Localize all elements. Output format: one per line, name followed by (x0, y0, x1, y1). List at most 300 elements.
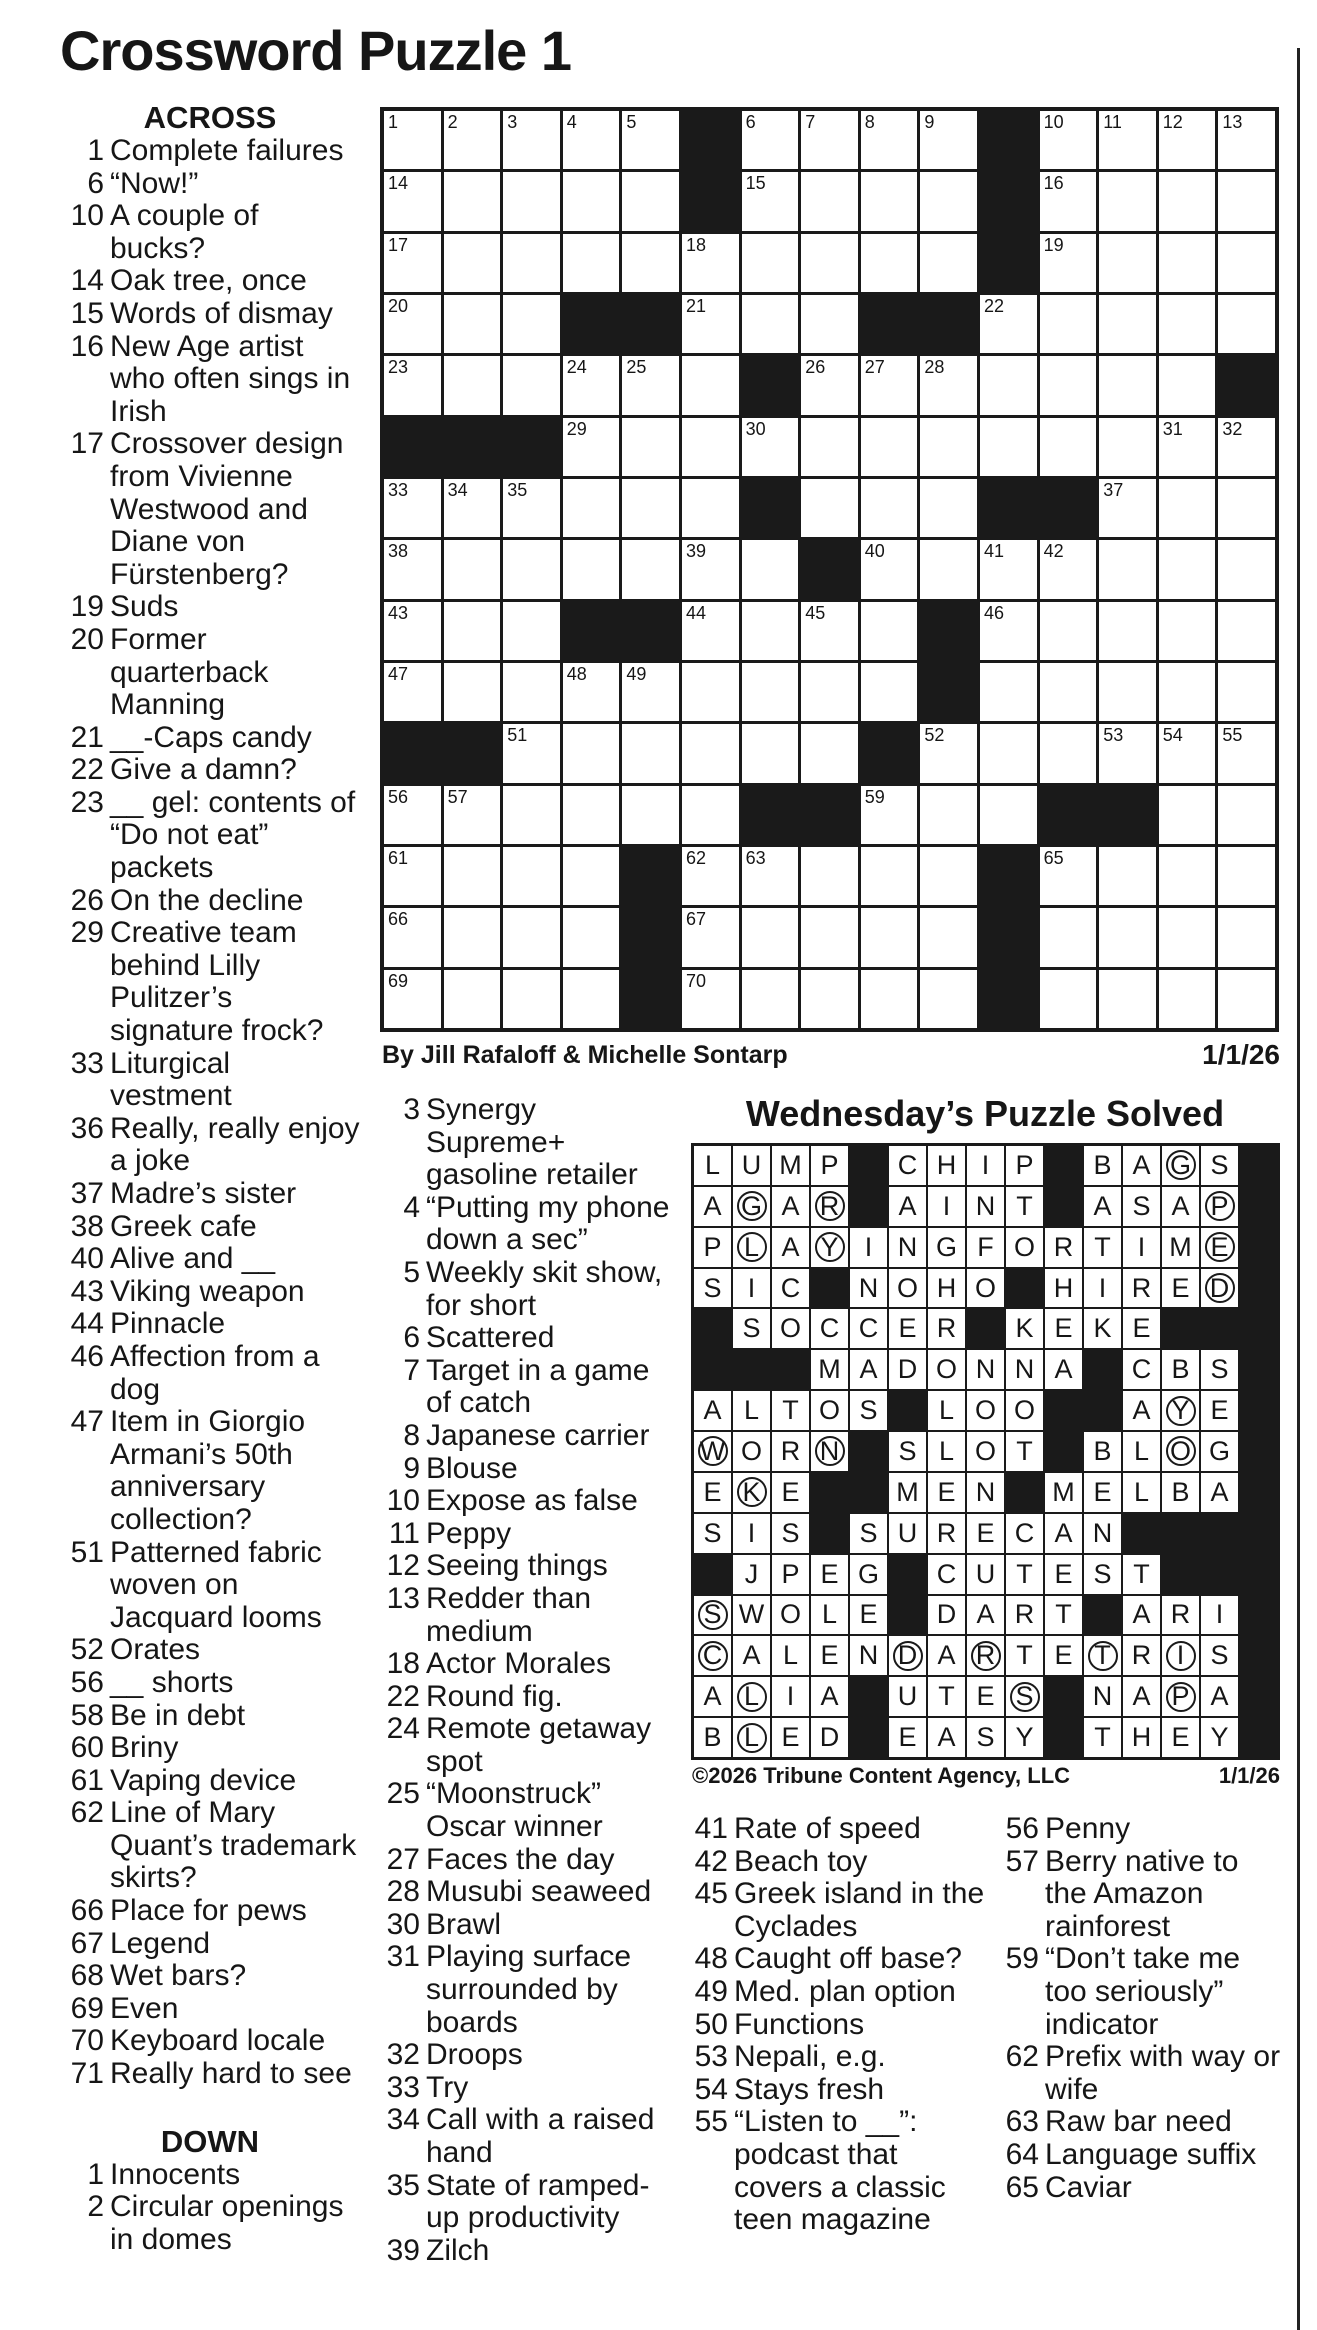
grid-cell[interactable] (920, 970, 977, 1028)
grid-cell[interactable] (1099, 908, 1156, 966)
grid-cell[interactable] (682, 540, 739, 598)
solution-black-square (1240, 1718, 1277, 1757)
grid-cell[interactable] (622, 663, 679, 721)
solution-black-square (889, 1391, 926, 1430)
grid-cell[interactable] (503, 663, 560, 721)
solution-letter: E (781, 1476, 800, 1507)
solution-black-square (850, 1432, 887, 1471)
grid-cell[interactable] (1159, 663, 1216, 721)
grid-cell[interactable] (1040, 356, 1097, 414)
solution-letter: R (936, 1517, 957, 1548)
black-square (682, 172, 739, 230)
cell-number: 5 (626, 112, 637, 132)
grid-cell[interactable] (682, 970, 739, 1028)
grid-cell[interactable] (980, 663, 1037, 721)
grid-cell[interactable] (1159, 970, 1216, 1028)
grid-cell[interactable] (801, 663, 858, 721)
grid-cell[interactable] (563, 111, 620, 169)
black-square (622, 970, 679, 1028)
solution-cell (889, 1269, 926, 1308)
grid-cell[interactable] (503, 540, 560, 598)
grid-cell[interactable] (563, 479, 620, 537)
grid-cell[interactable] (861, 663, 918, 721)
grid-cell[interactable] (1159, 234, 1216, 292)
grid-cell[interactable] (503, 602, 560, 660)
solution-cell (1084, 1432, 1121, 1471)
solution-black-square (1240, 1391, 1277, 1430)
grid-cell[interactable] (742, 908, 799, 966)
grid-cell[interactable] (1040, 295, 1097, 353)
grid-cell[interactable] (444, 111, 501, 169)
grid-cell[interactable] (682, 908, 739, 966)
grid-cell[interactable] (384, 111, 441, 169)
grid-cell[interactable] (503, 724, 560, 782)
grid-cell[interactable] (1099, 602, 1156, 660)
grid-cell[interactable] (682, 356, 739, 414)
grid-cell[interactable] (861, 970, 918, 1028)
grid-cell[interactable] (1040, 418, 1097, 476)
clue-text: Med. plan option (734, 1974, 956, 2008)
down-clue-30 (376, 1909, 676, 1942)
clue-text: Round fig. (426, 1679, 563, 1713)
grid-cell[interactable] (682, 602, 739, 660)
grid-cell[interactable] (682, 295, 739, 353)
grid-cell[interactable] (1099, 295, 1156, 353)
grid-cell[interactable] (1159, 356, 1216, 414)
solution-cell (1123, 1432, 1160, 1471)
grid-cell[interactable] (861, 356, 918, 414)
solution-cell (1201, 1596, 1238, 1635)
grid-cell[interactable] (444, 234, 501, 292)
clue-text: Nepali, e.g. (734, 2040, 886, 2074)
cell-number: 25 (626, 357, 647, 378)
grid-cell[interactable] (682, 786, 739, 844)
grid-cell[interactable] (801, 970, 858, 1028)
grid-cell[interactable] (444, 970, 501, 1028)
grid-cell[interactable] (1099, 724, 1156, 782)
solution-letter: C (1014, 1517, 1035, 1548)
grid-cell[interactable] (742, 111, 799, 169)
grid-cell[interactable] (1040, 724, 1097, 782)
grid-cell[interactable] (682, 479, 739, 537)
grid-cell[interactable] (920, 908, 977, 966)
solution-letter: O (779, 1313, 801, 1344)
solution-letter: A (820, 1681, 839, 1712)
clue-number: 14 (70, 264, 104, 298)
grid-cell[interactable] (1099, 356, 1156, 414)
clue-text: Madre’s sister (110, 1177, 297, 1210)
across-clue-60 (60, 1732, 360, 1765)
solution-cell (811, 1350, 848, 1389)
grid-cell[interactable] (622, 234, 679, 292)
solution-letter: E (1093, 1476, 1112, 1507)
grid-cell[interactable] (384, 663, 441, 721)
solution-black-square (1201, 1309, 1238, 1348)
grid-cell[interactable] (861, 602, 918, 660)
solution-cell (694, 1636, 731, 1675)
grid-cell[interactable] (801, 295, 858, 353)
grid-cell[interactable] (861, 847, 918, 905)
grid-cell[interactable] (1218, 540, 1275, 598)
grid-cell[interactable] (622, 540, 679, 598)
solution-cell (1045, 1269, 1082, 1308)
grid-cell[interactable] (384, 602, 441, 660)
grid-cell[interactable] (1218, 418, 1275, 476)
down-clue-49 (684, 1976, 994, 2009)
across-clue-62 (60, 1797, 360, 1895)
grid-cell[interactable] (920, 111, 977, 169)
grid-cell[interactable] (920, 356, 977, 414)
grid-cell[interactable] (622, 724, 679, 782)
grid-cell[interactable] (980, 786, 1037, 844)
grid-cell[interactable] (503, 786, 560, 844)
grid-cell[interactable] (563, 724, 620, 782)
clue-number: 4 (403, 1190, 420, 1224)
grid-cell[interactable] (1218, 295, 1275, 353)
grid-cell[interactable] (503, 847, 560, 905)
clue-number: 56 (1005, 1812, 1039, 1845)
cell-number: 41 (983, 541, 1005, 562)
clue-number: 1 (87, 134, 104, 167)
solution-cell (1006, 1228, 1043, 1267)
solution-cell (733, 1432, 770, 1471)
grid-cell[interactable] (384, 908, 441, 966)
grid-cell[interactable] (384, 786, 441, 844)
grid-cell[interactable] (503, 111, 560, 169)
clue-text: State of ramped-up productivity (426, 2168, 650, 2235)
grid-cell[interactable] (1159, 111, 1216, 169)
grid-cell[interactable] (444, 908, 501, 966)
grid-cell[interactable] (1218, 663, 1275, 721)
grid-cell[interactable] (1159, 540, 1216, 598)
solution-letter: Y (815, 1232, 845, 1262)
across-clue-36 (60, 1113, 360, 1178)
grid-cell[interactable] (1040, 172, 1097, 230)
grid-cell[interactable] (980, 356, 1037, 414)
grid-cell[interactable] (1159, 479, 1216, 537)
cell-number: 56 (388, 786, 409, 807)
clue-text: Stays fresh (734, 2072, 885, 2106)
grid-cell[interactable] (563, 970, 620, 1028)
down-clue-59 (995, 1943, 1285, 2041)
clue-text: Droops (426, 2038, 523, 2072)
grid-cell[interactable] (1099, 847, 1156, 905)
grid-cell[interactable] (444, 847, 501, 905)
grid-cell[interactable] (1218, 724, 1275, 782)
grid-cell[interactable] (801, 724, 858, 782)
grid-cell[interactable] (980, 724, 1037, 782)
grid-cell[interactable] (1159, 418, 1216, 476)
grid-cell[interactable] (1040, 663, 1097, 721)
grid-cell[interactable] (622, 786, 679, 844)
grid-cell[interactable] (1159, 847, 1216, 905)
grid-cell[interactable] (563, 356, 620, 414)
grid-cell[interactable] (1040, 602, 1097, 660)
grid-cell[interactable] (1218, 234, 1275, 292)
grid-cell[interactable] (563, 847, 620, 905)
solution-black-square (850, 1187, 887, 1226)
solution-grid (691, 1143, 1280, 1760)
grid-cell[interactable] (444, 540, 501, 598)
grid-cell[interactable] (503, 908, 560, 966)
solution-letter: K (1093, 1313, 1112, 1344)
grid-cell[interactable] (1218, 786, 1275, 844)
solution-letter: U (975, 1558, 996, 1589)
grid-cell[interactable] (622, 479, 679, 537)
down-clue-12 (376, 1550, 676, 1583)
grid-cell[interactable] (503, 172, 560, 230)
crossword-grid[interactable] (380, 107, 1279, 1032)
grid-cell[interactable] (980, 540, 1037, 598)
grid-cell[interactable] (682, 663, 739, 721)
clue-number: 66 (70, 1894, 104, 1928)
solution-letter: T (1094, 1231, 1111, 1262)
grid-cell[interactable] (742, 724, 799, 782)
grid-cell[interactable] (920, 418, 977, 476)
grid-cell[interactable] (682, 847, 739, 905)
grid-cell[interactable] (1159, 172, 1216, 230)
grid-cell[interactable] (563, 540, 620, 598)
solution-black-square (1123, 1514, 1160, 1553)
across-clue-58 (60, 1700, 360, 1733)
grid-cell[interactable] (622, 418, 679, 476)
grid-cell[interactable] (1099, 172, 1156, 230)
grid-cell[interactable] (384, 970, 441, 1028)
solution-letter: A (1054, 1517, 1073, 1548)
solution-cell (1084, 1514, 1121, 1553)
grid-cell[interactable] (861, 418, 918, 476)
cell-number: 54 (1162, 725, 1183, 746)
solution-letter: E (1054, 1640, 1073, 1671)
down-clue-41 (684, 1813, 994, 1846)
grid-cell[interactable] (742, 540, 799, 598)
grid-cell[interactable] (801, 847, 858, 905)
grid-cell[interactable] (503, 295, 560, 353)
cell-number: 55 (1222, 725, 1243, 746)
clue-number: 52 (70, 1633, 104, 1667)
solution-cell (694, 1514, 731, 1553)
grid-cell[interactable] (1099, 418, 1156, 476)
grid-cell[interactable] (920, 724, 977, 782)
grid-cell[interactable] (1159, 908, 1216, 966)
solution-cell (1045, 1309, 1082, 1348)
grid-cell[interactable] (1218, 602, 1275, 660)
clue-text: Creative team behind Lilly Pulitzer’s signature frock? (110, 916, 324, 1048)
grid-cell[interactable] (622, 111, 679, 169)
clue-text: “Putting my phone down a sec” (426, 1190, 670, 1257)
clue-number: 70 (70, 2024, 104, 2058)
solution-cell (1084, 1555, 1121, 1594)
solution-cell (850, 1391, 887, 1430)
cell-number: 9 (924, 112, 935, 132)
grid-cell[interactable] (1099, 234, 1156, 292)
grid-cell[interactable] (563, 908, 620, 966)
down-clues-col2 (376, 1094, 676, 2267)
grid-cell[interactable] (920, 479, 977, 537)
grid-cell[interactable] (1159, 786, 1216, 844)
grid-cell[interactable] (444, 663, 501, 721)
grid-cell[interactable] (1218, 847, 1275, 905)
grid-cell[interactable] (1040, 847, 1097, 905)
grid-cell[interactable] (682, 418, 739, 476)
grid-cell[interactable] (503, 234, 560, 292)
grid-cell[interactable] (801, 479, 858, 537)
clue-number: 67 (70, 1926, 104, 1960)
grid-cell[interactable] (861, 172, 918, 230)
grid-cell[interactable] (384, 540, 441, 598)
solution-cell (1084, 1309, 1121, 1348)
grid-cell[interactable] (920, 234, 977, 292)
down-clue-53 (684, 2041, 994, 2074)
grid-cell[interactable] (920, 540, 977, 598)
grid-cell[interactable] (444, 356, 501, 414)
grid-cell[interactable] (563, 786, 620, 844)
cell-number: 42 (1043, 541, 1064, 562)
grid-cell[interactable] (861, 479, 918, 537)
grid-cell[interactable] (384, 172, 441, 230)
grid-cell[interactable] (1099, 970, 1156, 1028)
solution-black-square (1240, 1677, 1277, 1716)
grid-cell[interactable] (1218, 111, 1275, 169)
solution-letter: L (743, 1395, 760, 1426)
grid-cell[interactable] (1040, 908, 1097, 966)
solution-letter: D (819, 1722, 840, 1753)
black-square (742, 786, 799, 844)
across-clue-1 (60, 135, 360, 168)
clue-number: 3 (403, 1093, 420, 1126)
grid-cell[interactable] (1099, 111, 1156, 169)
solution-letter: S (1210, 1354, 1229, 1385)
solution-letter: A (742, 1640, 761, 1671)
grid-cell[interactable] (503, 356, 560, 414)
grid-cell[interactable] (742, 234, 799, 292)
grid-cell[interactable] (1159, 295, 1216, 353)
grid-cell[interactable] (920, 786, 977, 844)
grid-cell[interactable] (622, 356, 679, 414)
solution-letter: I (864, 1231, 873, 1262)
grid-cell[interactable] (563, 234, 620, 292)
grid-cell[interactable] (1218, 479, 1275, 537)
grid-cell[interactable] (622, 172, 679, 230)
grid-cell[interactable] (980, 418, 1037, 476)
grid-cell[interactable] (563, 418, 620, 476)
across-clue-67 (60, 1928, 360, 1961)
grid-cell[interactable] (1218, 970, 1275, 1028)
grid-cell[interactable] (861, 111, 918, 169)
grid-cell[interactable] (1218, 172, 1275, 230)
grid-cell[interactable] (920, 847, 977, 905)
grid-cell[interactable] (742, 602, 799, 660)
grid-cell[interactable] (384, 356, 441, 414)
grid-cell[interactable] (980, 295, 1037, 353)
solution-cell (928, 1187, 965, 1226)
solution-letter: C (819, 1313, 840, 1344)
grid-cell[interactable] (384, 479, 441, 537)
cell-number: 19 (1043, 234, 1064, 255)
grid-cell[interactable] (861, 908, 918, 966)
grid-cell[interactable] (503, 479, 560, 537)
grid-cell[interactable] (384, 847, 441, 905)
grid-cell[interactable] (1099, 663, 1156, 721)
solution-letter: H (936, 1272, 957, 1303)
grid-cell[interactable] (1099, 540, 1156, 598)
down-clue-31 (376, 1941, 676, 2039)
grid-cell[interactable] (742, 847, 799, 905)
clue-text: Viking weapon (110, 1274, 305, 1308)
solution-cell (1123, 1391, 1160, 1430)
solution-cell (1123, 1146, 1160, 1185)
solution-letter: L (737, 1682, 767, 1712)
grid-cell[interactable] (861, 234, 918, 292)
clue-text: Scattered (426, 1321, 555, 1355)
grid-cell[interactable] (861, 786, 918, 844)
grid-cell[interactable] (444, 479, 501, 537)
grid-cell[interactable] (980, 602, 1037, 660)
grid-cell[interactable] (563, 663, 620, 721)
grid-cell[interactable] (1040, 111, 1097, 169)
black-square (563, 602, 620, 660)
black-square (1040, 479, 1097, 537)
grid-cell[interactable] (801, 234, 858, 292)
grid-cell[interactable] (742, 970, 799, 1028)
grid-cell[interactable] (801, 418, 858, 476)
grid-cell[interactable] (861, 540, 918, 598)
clue-text: Even (110, 1991, 179, 2025)
across-clue-40 (60, 1243, 360, 1276)
grid-cell[interactable] (801, 908, 858, 966)
grid-cell[interactable] (801, 602, 858, 660)
grid-cell[interactable] (1040, 540, 1097, 598)
cell-number: 10 (1043, 112, 1064, 132)
grid-cell[interactable] (444, 602, 501, 660)
clue-number: 41 (694, 1812, 728, 1845)
grid-cell[interactable] (920, 172, 977, 230)
grid-cell[interactable] (801, 111, 858, 169)
clue-number: 29 (70, 916, 104, 950)
solution-letter: R (815, 1191, 845, 1221)
grid-cell[interactable] (503, 970, 560, 1028)
clue-text: “Now!” (110, 166, 199, 200)
solution-cell (1123, 1350, 1160, 1389)
grid-cell[interactable] (742, 172, 799, 230)
grid-cell[interactable] (444, 786, 501, 844)
grid-cell[interactable] (742, 663, 799, 721)
grid-cell[interactable] (1040, 234, 1097, 292)
grid-cell[interactable] (444, 172, 501, 230)
grid-cell[interactable] (1159, 602, 1216, 660)
grid-cell[interactable] (801, 172, 858, 230)
grid-cell[interactable] (682, 724, 739, 782)
grid-cell[interactable] (384, 295, 441, 353)
down-clue-56 (995, 1813, 1285, 1846)
grid-cell[interactable] (742, 295, 799, 353)
grid-cell[interactable] (384, 234, 441, 292)
solution-letter: T (1016, 1435, 1033, 1466)
grid-cell[interactable] (1040, 970, 1097, 1028)
grid-cell[interactable] (1159, 724, 1216, 782)
grid-cell[interactable] (1099, 479, 1156, 537)
grid-cell[interactable] (682, 234, 739, 292)
grid-cell[interactable] (563, 172, 620, 230)
grid-cell[interactable] (801, 356, 858, 414)
grid-cell[interactable] (742, 418, 799, 476)
grid-cell[interactable] (444, 295, 501, 353)
grid-cell[interactable] (1218, 908, 1275, 966)
clue-number: 69 (70, 1991, 104, 2025)
down-clue-22 (376, 1681, 676, 1714)
down-clue-18 (376, 1648, 676, 1681)
across-clue-19 (60, 591, 360, 624)
